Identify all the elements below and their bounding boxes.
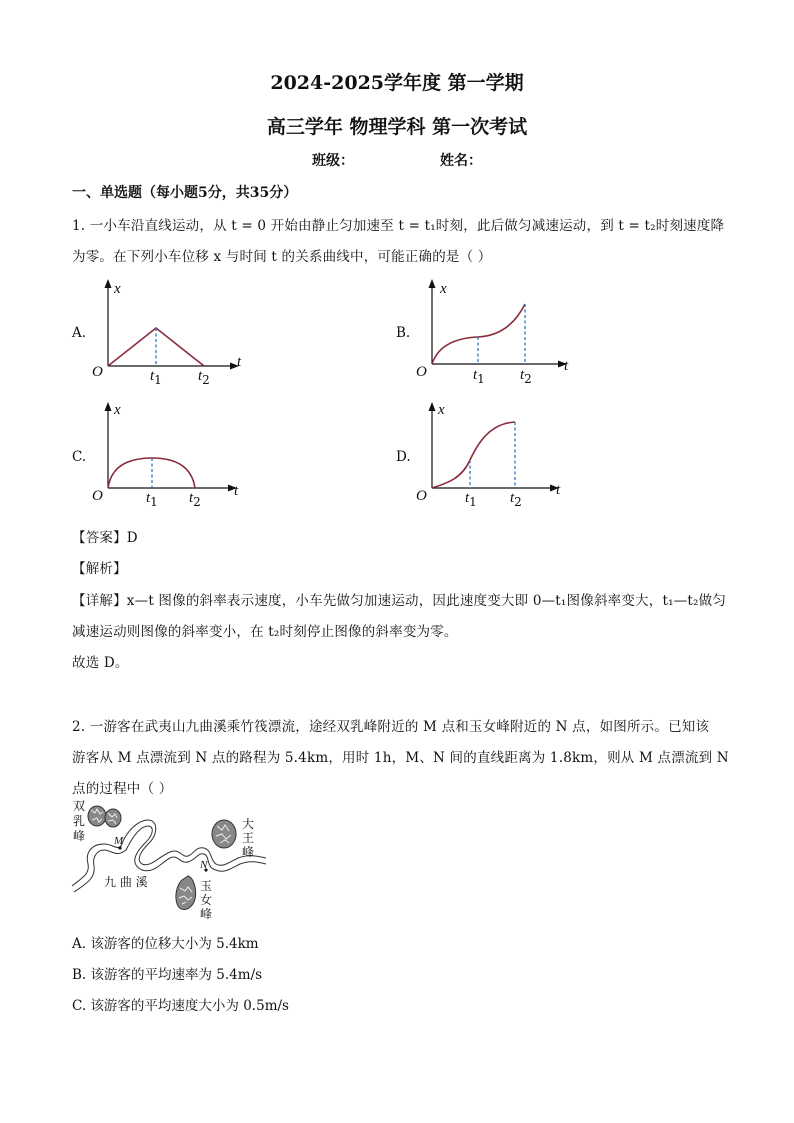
jiuquxi-label: 九 曲 溪 — [104, 875, 148, 889]
t1-label: $t_1$ — [146, 490, 158, 509]
q1-stem-line1: 1. 一小车沿直线运动，从 t = 0 开始由静止匀加速至 t = t₁时刻，此后做匀减速运动，到 t = t₂时刻速度降 — [72, 218, 725, 234]
q1-stem-line2: 为零。在下列小车位移 x 与时间 t 的关系曲线中，可能正确的是（ ） — [72, 249, 492, 265]
t-axis-label: t — [564, 358, 569, 374]
y-axis-arrow — [429, 279, 436, 288]
q1-analysis-heading: 【解析】 — [72, 561, 127, 577]
q1-graph-c — [86, 398, 256, 510]
dawangfeng-label-2: 王 — [242, 831, 255, 845]
class-label: 班级： — [312, 153, 354, 169]
origin-label: O — [416, 488, 427, 504]
q2-option-c: C. 该游客的平均速度大小为 0.5m/s — [72, 998, 289, 1014]
origin-label: O — [92, 488, 103, 504]
q2-stem-line3: 点的过程中（ ） — [72, 781, 173, 797]
q1-option-a-label: A. — [72, 325, 87, 341]
y-axis-arrow — [105, 279, 112, 288]
x-t-curve — [108, 458, 195, 488]
x-axis-label: x — [114, 281, 121, 297]
t1-label: $t_1$ — [473, 367, 485, 386]
t2-label: $t_2$ — [198, 368, 210, 387]
q1-option-b-label: B. — [396, 325, 411, 341]
t-axis-label: t — [237, 354, 242, 370]
shuangrufeng-label-1: 双 — [73, 799, 86, 813]
y-axis-arrow — [105, 402, 112, 411]
dawangfeng-rock — [212, 820, 236, 848]
x-t-curve — [432, 422, 515, 488]
yunvfeng-label-2: 女 — [200, 893, 213, 907]
t1-label: $t_1$ — [465, 490, 477, 509]
q1-option-c-label: C. — [72, 449, 87, 465]
y-axis-arrow — [429, 402, 436, 411]
t-axis-label: t — [556, 482, 561, 498]
shuangrufeng-label-2: 乳 — [73, 814, 86, 828]
yunvfeng-label-3: 峰 — [200, 907, 213, 920]
q2-stem-line2: 游客从 M 点漂流到 N 点的路程为 5.4km，用时 1h，M、N 间的直线距离为 1.8km，则从 M 点漂流到 N — [72, 750, 729, 766]
q1-graph-a — [86, 276, 256, 388]
t-axis-label: t — [234, 483, 239, 499]
origin-label: O — [416, 364, 427, 380]
exam-title-line2: 高三学年 物理学科 第一次考试 — [266, 116, 528, 138]
n-label: N — [200, 859, 208, 871]
shuangrufeng-label-3: 峰 — [73, 829, 86, 843]
yunvfeng-rock — [176, 876, 196, 909]
q2-map-figure — [70, 798, 270, 920]
q1-option-d-label: D. — [396, 449, 411, 465]
q1-answer: 【答案】D — [72, 530, 138, 546]
q2-option-a: A. 该游客的位移大小为 5.4km — [72, 936, 259, 952]
q1-detail-line1: 【详解】x—t 图像的斜率表示速度，小车先做匀加速运动，因此速度变大即 0—t₁图像斜率变大，t₁—t₂做匀 — [72, 593, 727, 609]
river-upper-bank — [72, 820, 266, 886]
dawangfeng-label-3: 峰 — [242, 845, 255, 859]
yunvfeng-label-1: 玉 — [200, 879, 213, 893]
t2-label: $t_2$ — [189, 490, 201, 509]
q2-option-b: B. 该游客的平均速率为 5.4m/s — [72, 967, 263, 983]
x-axis-label: x — [440, 281, 447, 297]
section-heading: 一、单选题（每小题5分，共35分） — [72, 185, 298, 201]
q1-conclusion: 故选 D。 — [72, 655, 129, 671]
t2-label: $t_2$ — [520, 367, 532, 386]
shuangrufeng-rocks — [88, 806, 121, 827]
x-axis-label: x — [438, 402, 445, 418]
river-lower-bank — [74, 826, 266, 892]
name-label: 姓名： — [440, 153, 482, 169]
t1-label: $t_1$ — [150, 368, 162, 387]
m-label: M — [114, 835, 124, 847]
t2-label: $t_2$ — [510, 490, 522, 509]
q1-graph-d — [410, 398, 580, 510]
exam-title-line1: 2024-2025学年度 第一学期 — [270, 72, 524, 94]
x-axis-label: x — [114, 402, 121, 418]
origin-label: O — [92, 364, 103, 380]
q1-detail-line2: 减速运动则图像的斜率变小，在 t₂时刻停止图像的斜率变为零。 — [72, 624, 458, 640]
q2-stem-line1: 2. 一游客在武夷山九曲溪乘竹筏漂流，途经双乳峰附近的 M 点和玉女峰附近的 N 点，如图所示。已知该 — [72, 719, 710, 735]
dawangfeng-label-1: 大 — [242, 817, 255, 831]
q1-graph-b — [410, 276, 580, 388]
